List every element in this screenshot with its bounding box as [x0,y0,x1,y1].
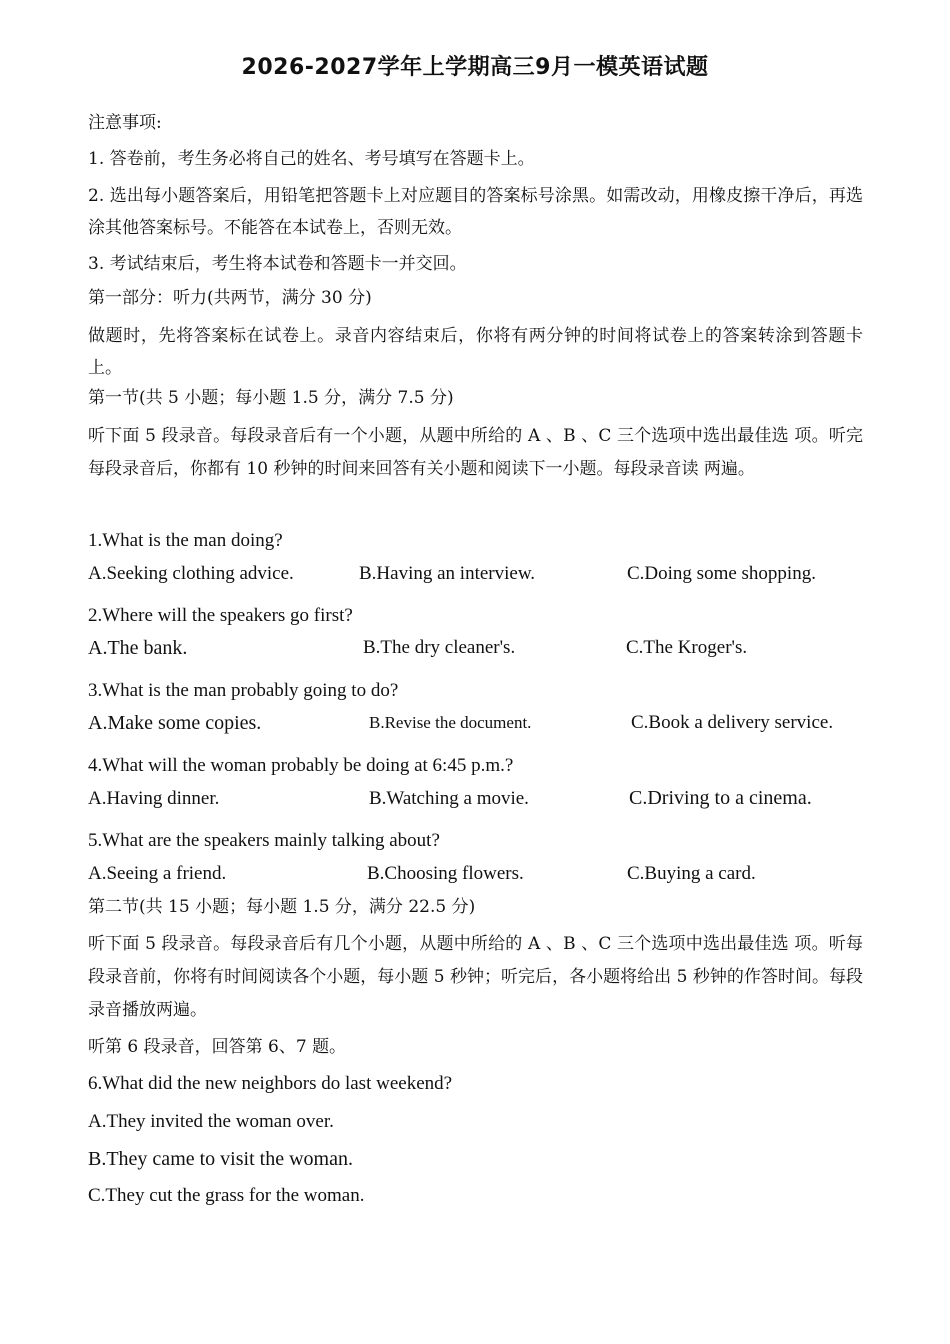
q1-option-c: C.Doing some shopping. [627,563,816,584]
q2-option-a: A.The bank. [88,637,188,659]
exam-title: 2026-2027学年上学期高三9月一模英语试题 [241,55,709,80]
q5-option-c: C.Buying a card. [627,863,756,884]
part1-intro: 做题时，先将答案标在试卷上。录音内容结束后，你将有两分钟的时间将试卷上的答案转涂到答题卡上。 [88,326,863,378]
q6-option-c: C.They cut the grass for the woman. [88,1185,365,1206]
section2-heading: 第二节(共 15 小题；每小题 1.5 分，满分 22.5 分) [88,897,476,917]
section2-sub6: 听第 6 段录音，回答第 6、7 题。 [88,1037,347,1057]
q3-option-c: C.Book a delivery service. [631,712,834,733]
notice-item-1: 1. 答卷前，考生务必将自己的姓名、考号填写在答题卡上。 [88,149,535,169]
q2-option-c: C.The Kroger's. [626,637,748,658]
q1-option-a: A.Seeking clothing advice. [88,563,294,584]
q5-option-b: B.Choosing flowers. [367,863,524,884]
section2-intro: 听下面 5 段录音。每段录音后有几个小题，从题中所给的 A 、B 、C 三个选项中选出最佳选 项。听每段录音前，你将有时间阅读各个小题，每小题 5 秒钟；听完后，各小题将给出 5 秒钟的作答时间。每段录音播放两遍。 [88,934,863,1020]
notice-item-3: 3. 考试结束后，考生将本试卷和答题卡一并交回。 [88,254,467,274]
question-3: 3.What is the man probably going to do? [88,680,399,701]
q4-option-a: A.Having dinner. [88,788,220,809]
question-6: 6.What did the new neighbors do last weekend? [88,1073,453,1094]
question-1: 1.What is the man doing? [88,530,283,551]
q3-option-a: A.Make some copies. [88,712,262,734]
q4-option-c: C.Driving to a cinema. [629,787,812,809]
section1-heading: 第一节(共 5 小题；每小题 1.5 分，满分 7.5 分) [88,388,454,408]
question-4: 4.What will the woman probably be doing at 6:45 p.m.? [88,755,514,776]
q5-option-a: A.Seeing a friend. [88,863,227,884]
question-5: 5.What are the speakers mainly talking about? [88,830,440,851]
part1-heading: 第一部分：听力(共两节，满分 30 分) [88,288,372,308]
q2-option-b: B.The dry cleaner's. [363,637,516,658]
q1-option-b: B.Having an interview. [359,563,536,584]
section1-intro: 听下面 5 段录音。每段录音后有一个小题，从题中所给的 A 、B 、C 三个选项中选出最佳选 项。听完每段录音后，你都有 10 秒钟的时间来回答有关小题和阅读下一小题。每段录音读 两遍。 [88,426,863,479]
q4-option-b: B.Watching a movie. [369,788,529,809]
question-2: 2.Where will the speakers go first? [88,605,353,626]
q6-option-b: B.They came to visit the woman. [88,1148,353,1170]
q3-option-b: B.Revise the document. [369,713,532,732]
q6-option-a: A.They invited the woman over. [88,1111,334,1132]
notice-heading: 注意事项: [88,113,162,133]
notice-item-2: 2. 选出每小题答案后，用铅笔把答题卡上对应题目的答案标号涂黑。如需改动，用橡皮擦干净后，再选涂其他答案标号。不能答在本试卷上，否则无效。 [88,186,863,238]
